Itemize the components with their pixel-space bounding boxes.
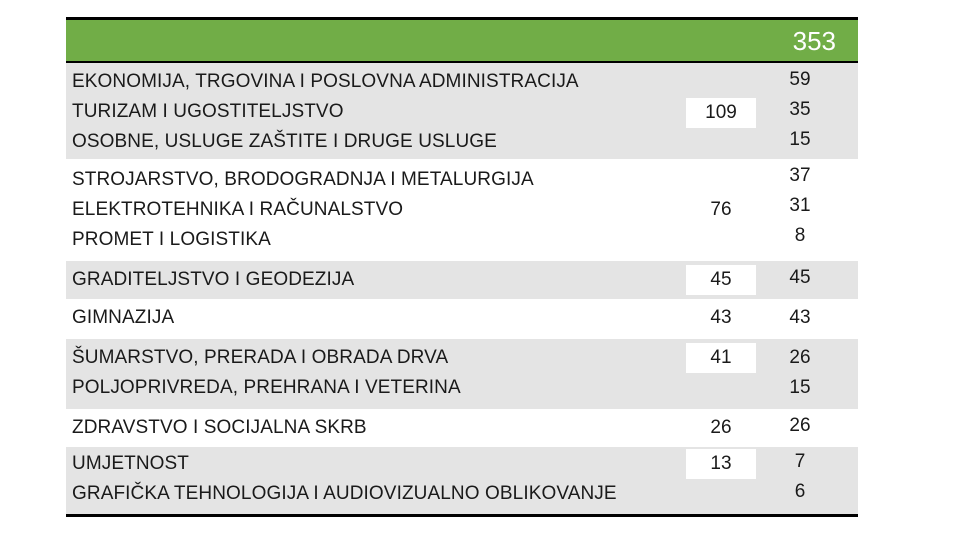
subtotal-value: 45 (789, 267, 811, 288)
subtotal-value: 59 (789, 69, 811, 90)
row-labels (72, 67, 579, 157)
row-label: OSOBNE, USLUGE ZAŠTITE I DRUGE USLUGE (72, 131, 497, 152)
row-label: STROJARSTVO, BRODOGRADNJA I METALURGIJA (72, 169, 534, 190)
subtotal-value: 37 (789, 165, 811, 186)
table-header (66, 17, 858, 63)
group-total: 76 (710, 199, 732, 220)
row-label: ŠUMARSTVO, PRERADA I OBRADA DRVA (72, 347, 449, 368)
table-row (66, 409, 858, 447)
enrollment-table (66, 17, 858, 517)
row-subtotals (766, 447, 834, 507)
table-row (66, 339, 858, 409)
subtotal-value: 31 (789, 195, 811, 216)
row-label: POLJOPRIVREDA, PREHRANA I VETERINA (72, 377, 461, 398)
row-label: GRAFIČKA TEHNOLOGIJA I AUDIOVIZUALNO OBLIKOVANJE (72, 483, 617, 504)
table-row (66, 63, 858, 159)
row-labels (72, 165, 534, 255)
row-labels (72, 265, 354, 295)
row-label: ZDRAVSTVO I SOCIJALNA SKRB (72, 417, 367, 438)
subtotal-value: 8 (794, 225, 806, 246)
table-row (66, 299, 858, 339)
row-label: ELEKTROTEHNIKA I RAČUNALSTVO (72, 199, 404, 220)
row-labels (72, 449, 617, 509)
row-label: TURIZAM I UGOSTITELJSTVO (72, 101, 344, 122)
subtotal-value: 15 (789, 377, 811, 398)
subtotal-value: 26 (789, 415, 811, 436)
table-row (66, 261, 858, 299)
table-row (66, 159, 858, 261)
row-label: EKONOMIJA, TRGOVINA I POSLOVNA ADMINISTRACIJA (72, 71, 579, 92)
row-subtotals (766, 411, 834, 441)
subtotal-value: 35 (789, 99, 811, 120)
group-total: 43 (710, 307, 732, 328)
row-subtotals (766, 161, 834, 251)
group-total: 26 (710, 417, 732, 438)
row-subtotals (766, 303, 834, 333)
row-label: PROMET I LOGISTIKA (72, 229, 271, 250)
subtotal-value: 15 (789, 129, 811, 150)
row-labels (72, 343, 461, 403)
subtotal-value: 6 (794, 481, 806, 502)
row-subtotals (766, 65, 834, 155)
subtotal-value: 26 (789, 347, 811, 368)
subtotal-value: 7 (794, 451, 806, 472)
row-subtotals (766, 263, 834, 293)
group-total: 109 (686, 98, 756, 128)
row-labels (72, 413, 367, 443)
row-label: UMJETNOST (72, 453, 190, 474)
row-labels (72, 303, 174, 333)
row-label: GIMNAZIJA (72, 307, 175, 328)
table-row (66, 447, 858, 517)
group-total: 13 (686, 449, 756, 479)
row-label: GRADITELJSTVO I GEODEZIJA (72, 269, 355, 290)
group-total: 41 (686, 343, 756, 373)
subtotal-value: 43 (789, 307, 811, 328)
row-subtotals (766, 343, 834, 403)
header-total: 353 (792, 26, 836, 56)
group-total: 45 (686, 265, 756, 295)
